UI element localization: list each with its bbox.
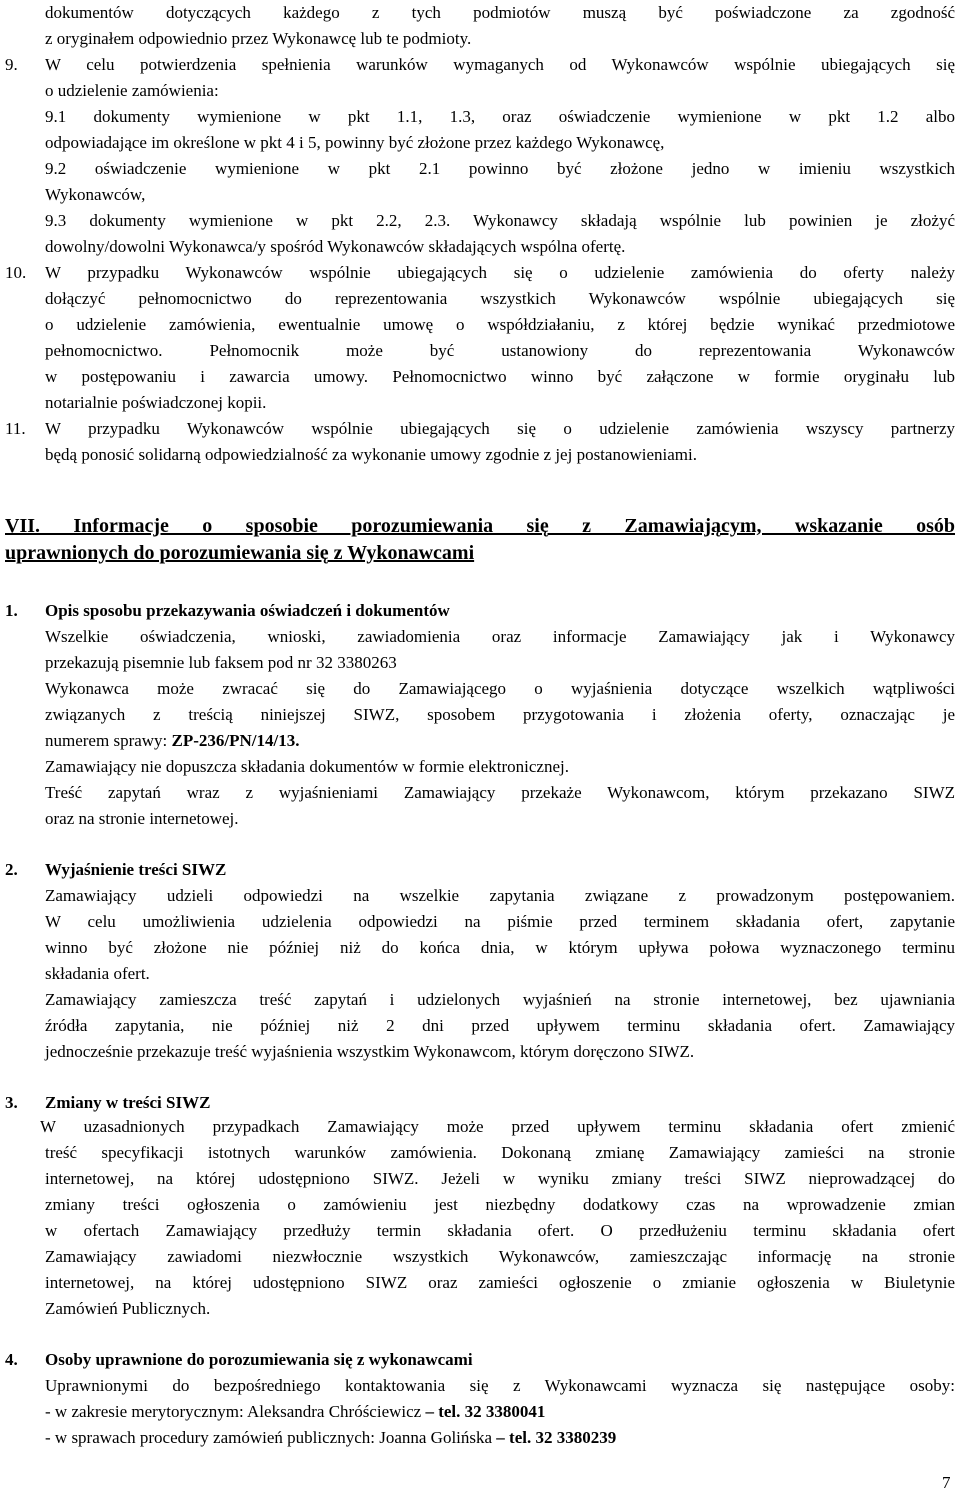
item-number: 2. (5, 860, 18, 879)
text-line: Zamawiający zawiadomi niezwłocznie wszystkich Wykonawców, zamieszczając informację na stronie (45, 1247, 955, 1266)
contact-line (45, 1399, 545, 1425)
text-line: zmiany treści ogłoszenia o zamówieniu jest niezbędny dodatkowy czas na wprowadzenie zmian (45, 1195, 955, 1214)
text-line: z oryginałem odpowiednio przez Wykonawcę lub te podmioty. (45, 29, 472, 48)
subsection-title: Wyjaśnienie treści SIWZ (45, 860, 227, 879)
text-line: w postępowaniu i zawarcia umowy. Pełnomocnictwo winno być załączone w formie oryginału lub (45, 367, 955, 386)
text-line: winno być złożone nie później niż do końca dnia, w którym upływa połowa wyznaczonego terminu (45, 938, 955, 957)
text-line: składania ofert. (45, 964, 150, 983)
text-line: Wykonawca może zwracać się do Zamawiającego o wyjaśnienia dotyczące wszelkich wątpliwości (45, 679, 955, 698)
text-line: 9.3 dokumenty wymienione w pkt 2.2, 2.3. Wykonawcy składają wspólnie lub powinien je złożyć (45, 211, 955, 230)
text-line: Uprawnionymi do bezpośredniego kontaktowania się z Wykonawcami wyznacza się następujące osoby: (45, 1376, 955, 1395)
phone-number: – tel. 32 3380041 (425, 1402, 546, 1421)
text-line: o udzielenie zamówienia: (45, 81, 219, 100)
text-line: jednocześnie przekazuje treść wyjaśnienia wszystkim Wykonawcom, którym doręczono SIWZ. (45, 1042, 695, 1061)
item-number: 11. (5, 419, 26, 438)
page-number: 7 (942, 1473, 951, 1492)
section-heading: uprawnionych do porozumiewania się z Wykonawcami (5, 542, 475, 564)
text-line: o udzielenie zamówienia, ewentualnie umowę o współdziałaniu, z której będzie wynikać przedmiotowe (45, 315, 955, 334)
text-line: W przypadku Wykonawców wspólnie ubiegających się o udzielenie zamówienia do oferty należy (45, 263, 955, 282)
text-line: będą ponosić solidarną odpowiedzialność za wykonanie umowy zgodnie z jej postanowieniami. (45, 445, 697, 464)
subsection-title: Zmiany w treści SIWZ (45, 1093, 211, 1112)
text-line: Treść zapytań wraz z wyjaśnieniami Zamawiający przekaże Wykonawcom, którym przekazano SIWZ (45, 783, 955, 802)
text-line: dołączyć pełnomocnictwo do reprezentowania wszystkich Wykonawców wspólnie ubiegających się (45, 289, 955, 308)
phone-number: – tel. 32 3380239 (496, 1428, 617, 1447)
text-line: w ofertach Zamawiający przedłuży termin składania ofert. O przedłużeniu terminu składania ofert (45, 1221, 955, 1240)
text-line: Zamawiający nie dopuszcza składania dokumentów w formie elektronicznej. (45, 757, 569, 776)
text-line: przekazują pisemnie lub faksem pod nr 32 3380263 (45, 653, 397, 672)
text-line: W uzasadnionych przypadkach Zamawiający może przed upływem terminu składania ofert zmienić (40, 1117, 955, 1136)
text-line: pełnomocnictwo. Pełnomocnik może być ustanowiony do reprezentowania Wykonawców (45, 341, 955, 360)
text-line: W celu umożliwienia udzielenia odpowiedzi na piśmie przed terminem składania ofert, zapytanie (45, 912, 955, 931)
item-number: 3. (5, 1093, 18, 1112)
case-number: ZP-236/PN/14/13. (171, 731, 300, 750)
subsection-title: Opis sposobu przekazywania oświadczeń i dokumentów (45, 601, 450, 620)
text-line: notarialnie poświadczonej kopii. (45, 393, 267, 412)
text-line: W celu potwierdzenia spełnienia warunków wymaganych od Wykonawców wspólnie ubiegających się (45, 55, 955, 74)
text-line: dowolny/dowolni Wykonawca/y spośród Wykonawców składających wspólna ofertę. (45, 237, 626, 256)
text-line: dokumentów dotyczących każdego z tych podmiotów muszą być poświadczone za zgodność (45, 3, 955, 22)
section-heading: VII. Informacje o sposobie porozumiewania się z Zamawiającym, wskazanie osób (5, 515, 955, 537)
text-line (45, 728, 300, 754)
item-number: 10. (5, 263, 27, 282)
item-number: 9. (5, 55, 18, 74)
text-line: związanych z treścią niniejszej SIWZ, sposobem przygotowania i złożenia oferty, oznaczając je (45, 705, 955, 724)
text-line: odpowiadające im określone w pkt 4 i 5, powinny być złożone przez każdego Wykonawcę, (45, 133, 665, 152)
text-line: Zamówień Publicznych. (45, 1299, 211, 1318)
text-line: Wykonawców, (45, 185, 146, 204)
text-line: Wszelkie oświadczenia, wnioski, zawiadomienia oraz informacje Zamawiający jak i Wykonawcy (45, 627, 955, 646)
text-line: oraz na stronie internetowej. (45, 809, 239, 828)
text-line: internetowej, na której udostępniono SIWZ. Jeżeli w wyniku zmiany treści SIWZ nieprowadzącej do (45, 1169, 955, 1188)
contact-line (45, 1425, 616, 1451)
text-line: treść specyfikacji istotnych warunków zamówienia. Dokonaną zmianę Zamawiający zamieści na stronie (45, 1143, 955, 1162)
subsection-title: Osoby uprawnione do porozumiewania się z wykonawcami (45, 1350, 473, 1369)
text-span: - w sprawach procedury zamówień publicznych: Joanna Golińska (45, 1428, 497, 1447)
item-number: 4. (5, 1350, 18, 1369)
text-line: 9.2 oświadczenie wymienione w pkt 2.1 powinno być złożone jedno w imieniu wszystkich (45, 159, 955, 178)
text-line: internetowej, na której udostępniono SIWZ oraz zamieści ogłoszenie o zmianie ogłoszenia w Biuletynie (45, 1273, 955, 1292)
text-line: 9.1 dokumenty wymienione w pkt 1.1, 1.3, oraz oświadczenie wymienione w pkt 1.2 albo (45, 107, 955, 126)
text-line: Zamawiający udzieli odpowiedzi na wszelkie zapytania związane z prowadzonym postępowaniem. (45, 886, 955, 905)
text-span: numerem sprawy: (45, 731, 172, 750)
text-span: - w zakresie merytorycznym: Aleksandra Chróściewicz (45, 1402, 426, 1421)
text-line: W przypadku Wykonawców wspólnie ubiegających się o udzielenie zamówienia wszyscy partnerzy (45, 419, 955, 438)
item-number: 1. (5, 601, 18, 620)
text-line: źródła zapytania, nie później niż 2 dni przed upływem terminu składania ofert. Zamawiający (45, 1016, 955, 1035)
text-line: Zamawiający zamieszcza treść zapytań i udzielonych wyjaśnień na stronie internetowej, bez ujawniania (45, 990, 955, 1009)
